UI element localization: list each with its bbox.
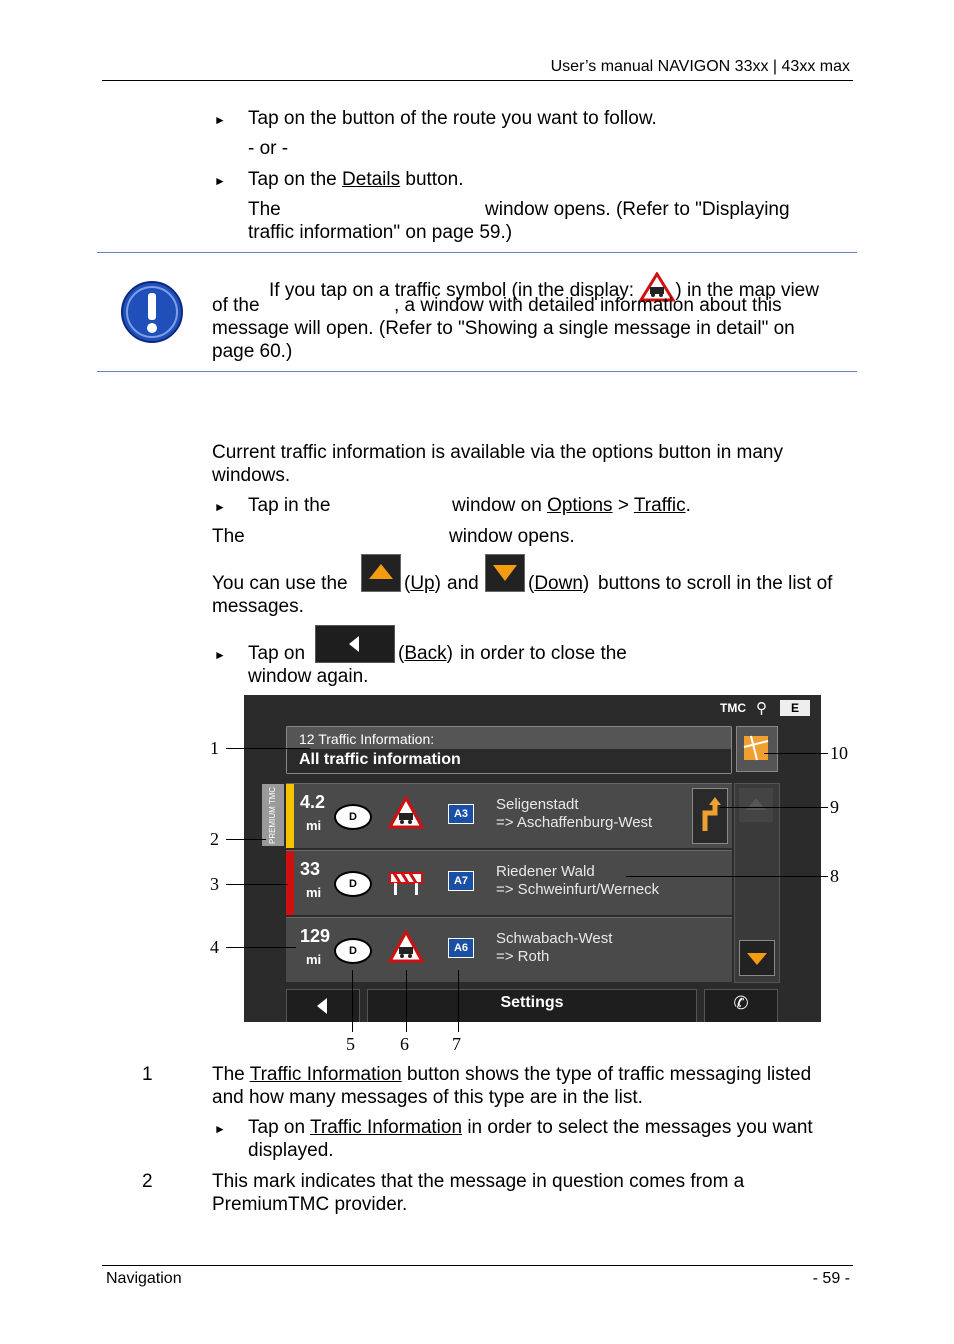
- footer-right: - 59 -: [812, 1270, 850, 1287]
- chevron-down-icon: [740, 941, 774, 975]
- down-arrow-icon: [485, 554, 525, 592]
- row-unit: mi: [306, 885, 322, 900]
- callout-9: 9: [830, 797, 839, 817]
- traffic-jam-icon: [388, 930, 424, 970]
- scroll-pre: You can use the: [212, 573, 348, 594]
- legend-2-line2: PremiumTMC provider.: [212, 1194, 408, 1215]
- scrollbar[interactable]: [734, 783, 780, 983]
- options-link[interactable]: Options: [547, 495, 613, 516]
- intro-line2: windows.: [212, 465, 291, 486]
- chevron-left-icon: [287, 990, 359, 1022]
- traffic-row[interactable]: [286, 850, 732, 915]
- callout-8: 8: [830, 866, 839, 886]
- back-line2: window again.: [248, 666, 369, 687]
- country-badge: D: [334, 938, 372, 964]
- status-tmc: TMC: [720, 701, 746, 715]
- footer-left: Navigation: [106, 1270, 182, 1287]
- detour-button[interactable]: [692, 788, 728, 844]
- traffic-information-button[interactable]: [286, 726, 732, 774]
- status-e: E: [780, 700, 810, 716]
- footer-rule: [102, 1265, 853, 1266]
- chevron-up-icon: [739, 788, 773, 822]
- row-distance: 33: [300, 859, 321, 879]
- opens-pre: The: [212, 526, 245, 547]
- scroll-down-button[interactable]: [739, 940, 775, 976]
- step-details: Tap on the Details button.: [248, 169, 464, 190]
- detour-icon: [693, 789, 727, 843]
- back-link[interactable]: Back: [404, 643, 447, 664]
- up-link[interactable]: Up: [410, 573, 435, 594]
- row-unit: mi: [306, 818, 322, 833]
- legend-1-sub: Tap on Traffic Information in order to select the messages you want: [248, 1117, 813, 1138]
- callout-4: 4: [210, 937, 219, 957]
- note-line2-pre: of the: [212, 295, 260, 316]
- back-link-wrap: (Back): [398, 643, 453, 664]
- result-pre: The: [248, 199, 281, 220]
- scroll-post: buttons to scroll in the list of: [598, 573, 833, 594]
- or-text: - or -: [248, 138, 289, 159]
- bullet-icon: ►: [214, 1122, 226, 1136]
- exclamation-icon: [120, 280, 184, 344]
- header-line2: All traffic information: [299, 751, 461, 768]
- traffic-screenshot: [244, 695, 821, 1022]
- traffic-link[interactable]: Traffic: [633, 495, 686, 516]
- header-line1: 12 Traffic Information:: [299, 731, 435, 747]
- note-bottom-rule: [97, 371, 857, 372]
- callout-10: 10: [830, 743, 848, 763]
- back-pre: Tap on: [248, 643, 306, 664]
- scroll-up-button[interactable]: [739, 788, 773, 822]
- bullet-icon: ►: [214, 113, 226, 127]
- note-line4: page 60.): [212, 341, 293, 362]
- note-line3: message will open. (Refer to "Showing a single message in detail" on: [212, 318, 795, 339]
- satellite-icon: ⚲: [756, 700, 767, 717]
- row-distance: 4.2: [300, 792, 326, 812]
- callout-5: 5: [346, 1034, 355, 1054]
- scroll-down: (Down): [528, 573, 590, 594]
- road-sign: A7: [448, 871, 474, 891]
- note-line1: If you tap on a traffic symbol (in the display: ) in the map view: [269, 272, 819, 302]
- phone-icon: ✆: [733, 993, 749, 1013]
- callout-1: 1: [210, 738, 219, 758]
- callout-2: 2: [210, 829, 219, 849]
- severity-bar: [286, 784, 294, 848]
- callout-6: 6: [400, 1034, 409, 1054]
- settings-button[interactable]: Settings: [367, 989, 697, 1022]
- step-follow-route: Tap on the button of the route you want to follow.: [248, 108, 657, 129]
- road-closed-icon: [388, 869, 424, 903]
- map-icon: [737, 727, 777, 771]
- traffic-jam-icon: [388, 796, 424, 836]
- legend-1-line2: and how many messages of this type are in the list.: [212, 1087, 643, 1108]
- traffic-row[interactable]: [286, 783, 732, 848]
- bullet-icon: ►: [214, 174, 226, 188]
- row-destination: Riedener Wald => Schweinfurt/Werneck: [496, 863, 660, 898]
- traffic-information-link[interactable]: Traffic Information: [249, 1064, 402, 1085]
- result-post: window opens. (Refer to "Displaying: [485, 199, 790, 220]
- legend-1-line1: The Traffic Information button shows the type of traffic messaging listed: [212, 1064, 812, 1085]
- phone-button[interactable]: [704, 989, 778, 1022]
- bullet-icon: ►: [214, 648, 226, 662]
- bullet-icon: ►: [214, 500, 226, 514]
- legend-1-sub-line2: displayed.: [248, 1140, 334, 1161]
- row-distance: 129: [300, 926, 331, 946]
- up-arrow-icon: [361, 554, 401, 592]
- legend-2-line1: This mark indicates that the message in question comes from a: [212, 1171, 745, 1192]
- premium-tmc-mark: PREMIUM TMC: [262, 784, 284, 846]
- result-line2: traffic information" on page 59.): [248, 222, 513, 243]
- road-sign: A6: [448, 938, 474, 958]
- map-button[interactable]: [736, 726, 778, 772]
- scroll-and: and: [447, 573, 479, 594]
- details-link[interactable]: Details: [342, 169, 401, 190]
- note-top-rule: [97, 252, 857, 253]
- row-destination: Seligenstadt => Aschaffenburg-West: [496, 796, 653, 831]
- country-badge: D: [334, 804, 372, 830]
- country-badge: D: [334, 871, 372, 897]
- opens-post: window opens.: [449, 526, 575, 547]
- header-title: User’s manual NAVIGON 33xx | 43xx max: [550, 58, 850, 75]
- down-link[interactable]: Down: [534, 573, 583, 594]
- back-post: in order to close the: [460, 643, 627, 664]
- callout-3: 3: [210, 874, 219, 894]
- callout-7: 7: [452, 1034, 461, 1054]
- road-sign: A3: [448, 804, 474, 824]
- back-button[interactable]: [286, 989, 360, 1022]
- back-arrow-icon: [315, 625, 395, 663]
- intro-line1: Current traffic information is available via the options button in many: [212, 442, 784, 463]
- legend-num-1: 1: [142, 1064, 153, 1085]
- legend-num-2: 2: [142, 1171, 153, 1192]
- tap-pre: Tap in the: [248, 495, 331, 516]
- note-line2-post: , a window with detailed information about this: [394, 295, 782, 316]
- header-rule: [102, 80, 853, 81]
- traffic-information-link[interactable]: Traffic Information: [309, 1117, 463, 1138]
- row-unit: mi: [306, 952, 322, 967]
- tap-options: window on Options > Traffic.: [452, 495, 691, 516]
- scroll-line2: messages.: [212, 596, 304, 617]
- scroll-up: (Up): [404, 573, 441, 594]
- severity-bar: [286, 851, 294, 915]
- row-destination: Schwabach-West => Roth: [496, 930, 613, 965]
